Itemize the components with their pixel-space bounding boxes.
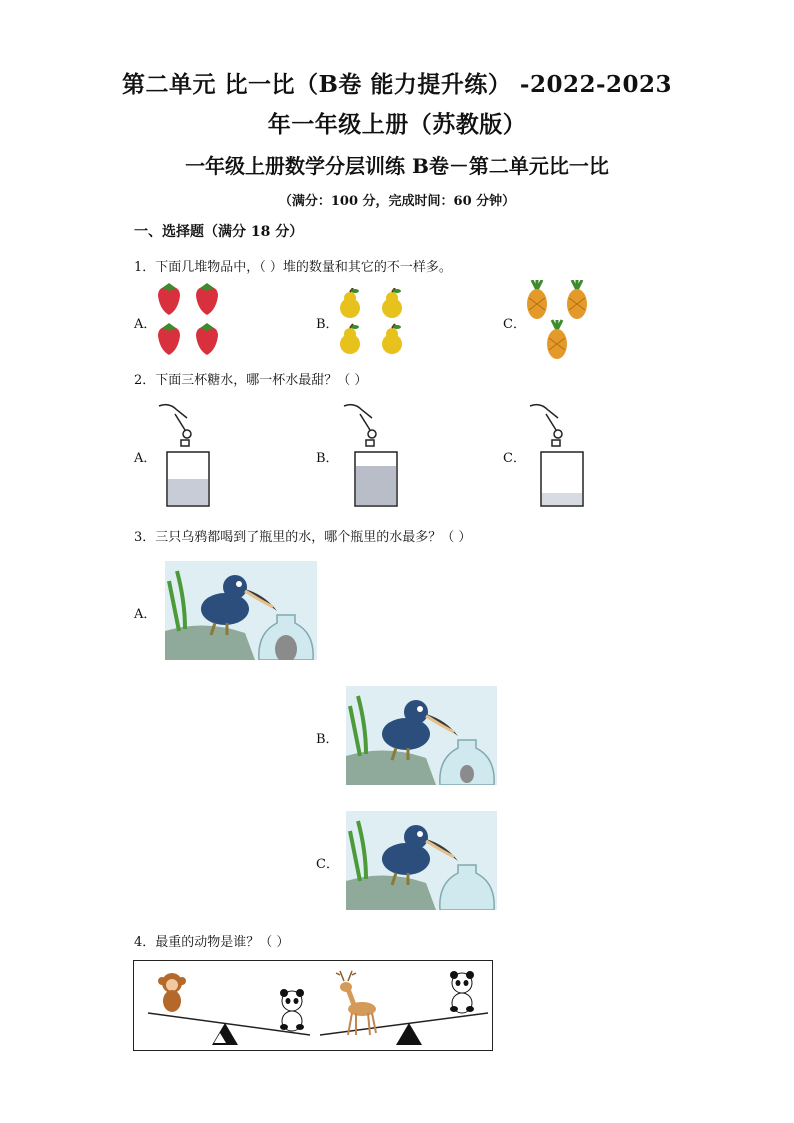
panda-icon xyxy=(280,989,304,1031)
hand-spoon-icon xyxy=(159,405,191,446)
section-heading-choice: 一、选择题（满分 18 分） xyxy=(134,224,304,240)
left-fulcrum-icon xyxy=(212,1023,238,1045)
deer-icon xyxy=(336,971,376,1035)
sugar-cup-b-image xyxy=(340,400,400,508)
q2-option-b-label: B． xyxy=(316,451,339,466)
balance-scale-figure xyxy=(133,960,493,1051)
sugar-cup-a-image xyxy=(155,400,215,508)
q3-option-c-label: C． xyxy=(316,857,339,872)
hand-spoon-icon xyxy=(530,405,562,446)
q1-option-c-label: C． xyxy=(503,317,526,332)
question-2-text: 2．下面三杯糖水，哪一杯水最甜？（ ） xyxy=(134,373,368,388)
q2-option-a-label: A． xyxy=(134,451,157,466)
crow-bottle-scene-c xyxy=(346,811,497,910)
document-title-line2: 年一年级上册（苏教版） xyxy=(267,111,527,138)
pear-icon xyxy=(340,288,360,318)
pears-image xyxy=(338,288,410,358)
pineapples-image xyxy=(524,280,590,362)
question-3-text: 3．三只乌鸦都喝到了瓶里的水，哪个瓶里的水最多？（ ） xyxy=(134,530,472,545)
document-subtitle: 一年级上册数学分层训练 B卷－第二单元比一比 xyxy=(185,154,609,178)
q3-option-b-label: B． xyxy=(316,732,339,747)
score-info: （满分：100 分，完成时间：60 分钟） xyxy=(278,194,516,209)
right-fulcrum-icon xyxy=(396,1023,422,1045)
strawberries-image xyxy=(154,282,224,358)
question-1-text: 1．下面几堆物品中，（ ）堆的数量和其它的不一样多。 xyxy=(134,260,452,275)
q3-option-a-label: A． xyxy=(134,607,157,622)
pineapple-icon xyxy=(527,280,547,319)
question-4-text: 4．最重的动物是谁？（ ） xyxy=(134,935,290,950)
document-title-line1: 第二单元 比一比（B卷 能力提升练） -2022-2023 xyxy=(121,71,673,98)
panda-icon xyxy=(450,971,474,1013)
q1-option-b-label: B． xyxy=(316,317,339,332)
sugar-cup-c-image xyxy=(526,400,586,508)
monkey-icon xyxy=(158,973,186,1012)
balance-scales-image xyxy=(134,961,492,1050)
q2-option-c-label: C． xyxy=(503,451,526,466)
q1-option-a-label: A． xyxy=(134,317,157,332)
hand-spoon-icon xyxy=(344,405,376,446)
strawberry-icon xyxy=(158,283,180,315)
crow-bottle-scene-b xyxy=(346,686,497,785)
crow-bottle-scene-a xyxy=(165,561,317,660)
